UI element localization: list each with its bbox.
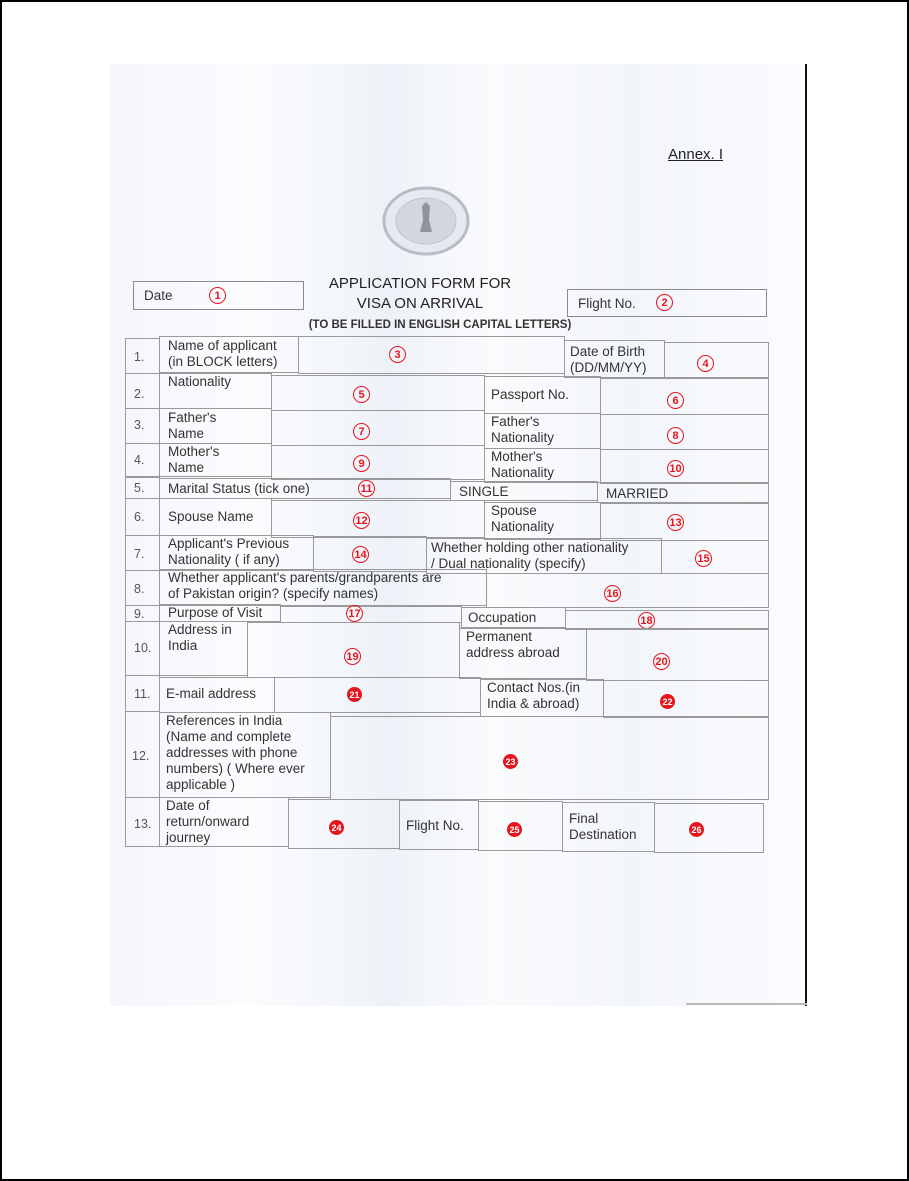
row-13-number: 13. — [125, 797, 160, 847]
row-1-number: 1. — [125, 338, 160, 374]
permanent-address-label: Permanent address abroad — [459, 628, 587, 679]
marker-9: 9 — [353, 455, 370, 472]
dob-label: Date of Birth (DD/MM/YY) — [564, 340, 665, 378]
row-3-number: 3. — [125, 408, 160, 444]
pakistan-origin-label: Whether applicant's parents/grandparents are of Pakistan origin? (specify names) — [159, 569, 487, 606]
row-6-number: 6. — [125, 498, 160, 536]
row-2-number: 2. — [125, 373, 160, 409]
row-12-number: 12. — [125, 711, 160, 798]
marital-single-option[interactable]: SINGLE — [450, 481, 598, 501]
marker-10: 10 — [667, 460, 684, 477]
marker-22: 22 — [660, 694, 675, 709]
marital-married-option[interactable]: MARRIED — [597, 482, 769, 503]
email-label: E-mail address — [159, 677, 275, 713]
marker-5: 5 — [353, 386, 370, 403]
marker-12: 12 — [353, 512, 370, 529]
marker-15: 15 — [695, 550, 712, 567]
mothers-name-label: Mother's Name — [159, 443, 272, 477]
previous-nationality-field[interactable] — [313, 536, 427, 572]
marker-4: 4 — [697, 355, 714, 372]
email-field[interactable] — [274, 677, 481, 713]
passport-label: Passport No. — [484, 376, 601, 414]
form-subtitle: (TO BE FILLED IN ENGLISH CAPITAL LETTERS) — [308, 319, 572, 331]
row-11-number: 11. — [125, 675, 160, 712]
marital-status-label: Marital Status (tick one) 11 — [159, 478, 451, 499]
fathers-nationality-field[interactable] — [600, 414, 769, 450]
date-field[interactable]: Date 1 — [133, 281, 304, 310]
marker-8: 8 — [667, 427, 684, 444]
references-label: References in India (Name and complete addresses with phone numbers) ( Where ever applicable ) — [159, 712, 331, 798]
marker-21: 21 — [347, 687, 362, 702]
marker-7: 7 — [353, 423, 370, 440]
occupation-field[interactable] — [565, 610, 769, 630]
annex-label: Annex. I — [668, 146, 724, 163]
marker-24: 24 — [329, 820, 344, 835]
previous-nationality-label: Applicant's Previous Nationality ( if any) — [159, 535, 314, 571]
contact-numbers-field[interactable] — [603, 680, 769, 718]
return-date-field[interactable] — [288, 799, 400, 849]
marker-6: 6 — [667, 392, 684, 409]
scan-bottom-edge — [686, 1003, 807, 1005]
marker-25: 25 — [507, 822, 522, 837]
purpose-of-visit-label: Purpose of Visit — [159, 604, 281, 622]
flight-no-field[interactable]: Flight No. 2 — [567, 289, 767, 317]
pakistan-origin-field[interactable] — [486, 573, 769, 608]
marker-2: 2 — [656, 294, 673, 311]
scan-edge — [805, 64, 807, 1006]
mothers-name-field[interactable] — [271, 445, 485, 480]
marker-17: 17 — [346, 605, 363, 622]
form-title: APPLICATION FORM FOR VISA ON ARRIVAL — [328, 275, 512, 312]
nationality-label: Nationality — [159, 373, 272, 409]
dual-nationality-label: Whether holding other nationality / Dual nationality (specify) — [426, 538, 662, 574]
row-9-number: 9. — [125, 605, 160, 622]
marker-23: 23 — [503, 754, 518, 769]
mothers-nationality-field[interactable] — [600, 449, 769, 484]
dual-nationality-field[interactable] — [661, 540, 769, 574]
marker-14: 14 — [352, 546, 369, 563]
fathers-name-label: Father's Name — [159, 408, 272, 444]
marker-16: 16 — [604, 585, 621, 602]
onward-flight-label: Flight No. — [399, 800, 479, 850]
spouse-nationality-label: Spouse Nationality — [484, 502, 601, 540]
marker-3: 3 — [389, 346, 406, 363]
fathers-nationality-label: Father's Nationality — [484, 413, 601, 449]
marker-26: 26 — [689, 822, 704, 837]
passport-field[interactable] — [600, 378, 769, 415]
row-5-number: 5. — [125, 477, 160, 499]
address-india-field[interactable] — [247, 622, 460, 678]
row-10-number: 10. — [125, 621, 160, 676]
mothers-nationality-label: Mother's Nationality — [484, 448, 601, 483]
spouse-name-label: Spouse Name — [159, 498, 272, 536]
marker-13: 13 — [667, 514, 684, 531]
spouse-nationality-field[interactable] — [600, 503, 769, 541]
permanent-address-field[interactable] — [586, 628, 769, 681]
references-field[interactable] — [330, 716, 769, 800]
final-destination-field[interactable] — [654, 803, 764, 853]
dob-field[interactable] — [664, 342, 769, 378]
address-india-label: Address in India — [159, 621, 248, 676]
nationality-field[interactable] — [271, 375, 485, 411]
spouse-name-field[interactable] — [271, 500, 485, 538]
final-destination-label: Final Destination — [562, 802, 655, 852]
return-date-label: Date of return/onward journey — [159, 797, 289, 847]
contact-numbers-label: Contact Nos.(in India & abroad) — [480, 679, 604, 717]
applicant-name-label: Name of applicant (in BLOCK letters) — [159, 336, 299, 373]
row-7-number: 7. — [125, 535, 160, 571]
onward-flight-field[interactable] — [478, 801, 563, 851]
marker-20: 20 — [653, 653, 670, 670]
purpose-of-visit-field[interactable] — [280, 606, 462, 623]
emblem-seal-icon — [380, 186, 472, 256]
row-4-number: 4. — [125, 443, 160, 477]
occupation-label: Occupation — [461, 607, 566, 628]
fathers-name-field[interactable] — [271, 410, 485, 446]
marker-19: 19 — [344, 648, 361, 665]
row-8-number: 8. — [125, 570, 160, 606]
applicant-name-field[interactable] — [298, 336, 565, 374]
marker-18: 18 — [638, 612, 655, 629]
marker-11: 11 — [358, 480, 375, 497]
marker-1: 1 — [209, 287, 226, 304]
